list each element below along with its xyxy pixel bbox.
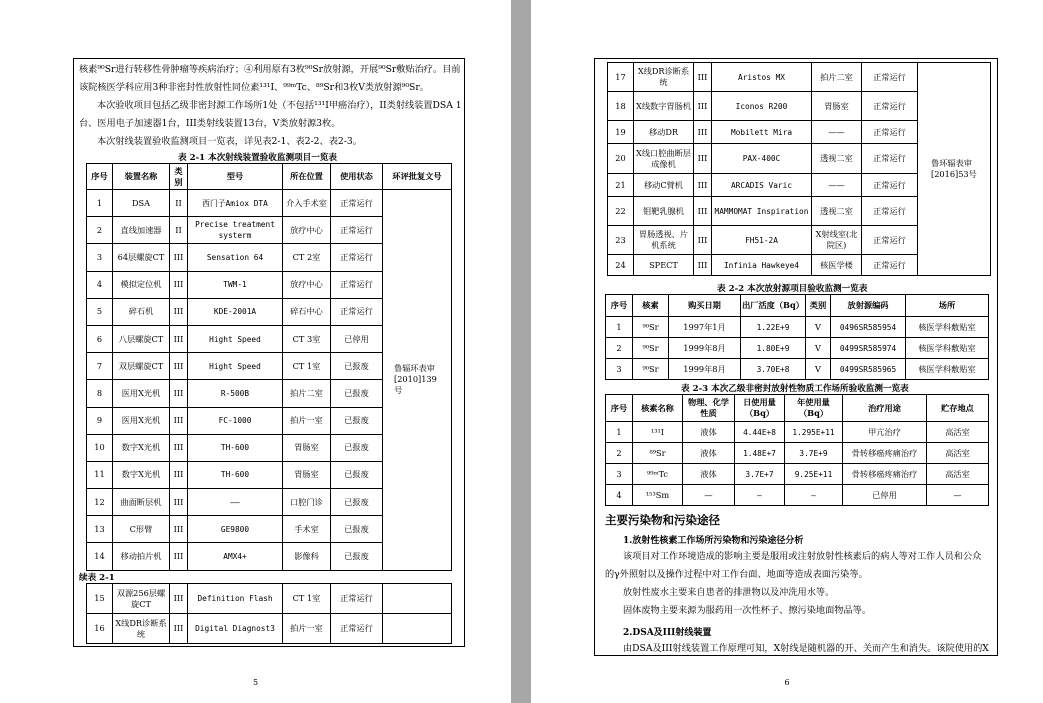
table-2-1-continued-rows xyxy=(607,62,991,276)
cell-nuclide: ⁸⁹Sr xyxy=(633,443,683,464)
cell-location: 影像科 xyxy=(283,543,331,570)
table-row xyxy=(606,464,989,485)
cell-class: III xyxy=(170,516,188,543)
cell-status: 已报废 xyxy=(331,516,383,543)
intro-line-3: 本次验收项目包括乙级非密封源工作场所1处（不包括¹³¹I甲癌治疗），II类射线装置DSA 1 xyxy=(97,100,462,111)
cell-activity: 1.22E+9 xyxy=(741,317,806,338)
cell-properties: 液体 xyxy=(683,422,735,443)
cell-device-name: SPECT xyxy=(634,255,694,276)
table-row xyxy=(606,443,989,464)
cell-storage: — xyxy=(927,485,989,506)
section-title: 主要污染物和污染途径 xyxy=(605,513,720,527)
cell-no: 8 xyxy=(87,380,113,407)
cell-model: KDE-2001A xyxy=(188,298,283,325)
table-2-1 xyxy=(86,163,452,571)
cell-class: III xyxy=(694,63,712,92)
header-activity: 出厂活度（Bq） xyxy=(741,295,806,317)
cell-device-name: 胃肠透视、片机系统 xyxy=(634,226,694,255)
cell-model: Sensation 64 xyxy=(188,244,283,271)
cell-class: III xyxy=(694,197,712,226)
cell-model: —— xyxy=(188,489,283,516)
subsection-1-line-4: 固体废物主要来源为服药用一次性杯子、擦污染地面物品等。 xyxy=(623,605,872,616)
cell-class: III xyxy=(694,255,712,276)
cell-location: 放疗中心 xyxy=(283,217,331,244)
cell-code: 0499SR585974 xyxy=(831,338,906,359)
cell-model: ARCADIS Varic xyxy=(712,174,812,197)
cell-no: 3 xyxy=(606,464,633,485)
cell-class: III xyxy=(170,407,188,434)
header-status: 使用状态 xyxy=(331,164,383,190)
cell-model: AMX4+ xyxy=(188,543,283,570)
cell-properties: 液体 xyxy=(683,464,735,485)
header-nuclide: 核素名称 xyxy=(633,395,683,422)
cell-approval xyxy=(918,63,991,276)
cell-nuclide: ¹³¹I xyxy=(633,422,683,443)
header-model: 型号 xyxy=(188,164,283,190)
cell-status: 正常运行 xyxy=(862,197,918,226)
cell-device-name: 双源256层螺旋CT xyxy=(113,584,170,614)
cell-model: Hight Speed xyxy=(188,325,283,352)
subsection-2-title: 2.DSA及III射线装置 xyxy=(623,628,712,638)
table-2-2-caption: 表 2-2 本次放射源项目验收监测一览表 xyxy=(717,284,868,294)
cell-status: 正常运行 xyxy=(331,244,383,271)
cell-no: 24 xyxy=(608,255,634,276)
cell-no: 1 xyxy=(606,317,633,338)
cell-daily-usage: — xyxy=(735,485,785,506)
cell-model: MAMMOMAT Inspiration xyxy=(712,197,812,226)
page-number: 6 xyxy=(784,678,790,687)
cell-status: 正常运行 xyxy=(862,92,918,121)
cell-location: 拍片一室 xyxy=(283,407,331,434)
cell-no: 15 xyxy=(87,584,113,614)
cell-daily-usage: 4.44E+8 xyxy=(735,422,785,443)
cell-yearly-usage: 3.7E+9 xyxy=(785,443,843,464)
cell-location: 介入手术室 xyxy=(283,190,331,217)
cell-no: 11 xyxy=(87,461,113,488)
header-location: 所在位置 xyxy=(283,164,331,190)
cell-location: 拍片一室 xyxy=(283,614,331,644)
cell-model: Iconos R200 xyxy=(712,92,812,121)
cell-device-name: X线DR诊断系统 xyxy=(113,614,170,644)
table-row xyxy=(87,584,452,614)
cell-model: Precise treatment systerm xyxy=(188,217,283,244)
cell-no: 20 xyxy=(608,144,634,174)
cell-no: 1 xyxy=(87,190,113,217)
cell-class: III xyxy=(170,325,188,352)
cell-yearly-usage: 9.25E+11 xyxy=(785,464,843,485)
cell-model: Aristos MX xyxy=(712,63,812,92)
table-row xyxy=(87,190,452,217)
document-page-right xyxy=(531,0,1043,703)
cell-device-name: 双层螺旋CT xyxy=(113,353,170,380)
table-2-1-continued xyxy=(86,583,452,644)
cell-properties: 液体 xyxy=(683,443,735,464)
cell-status: 正常运行 xyxy=(331,190,383,217)
cell-device-name: C形臂 xyxy=(113,516,170,543)
cell-no: 3 xyxy=(606,359,633,380)
cell-approval xyxy=(383,584,452,614)
cell-device-name: 数字X光机 xyxy=(113,434,170,461)
header-nuclide: 核素 xyxy=(633,295,669,317)
cell-storage: 高活室 xyxy=(927,464,989,485)
cell-no: 4 xyxy=(606,485,633,506)
header-class: 类别 xyxy=(806,295,831,317)
cell-properties: — xyxy=(683,485,735,506)
cell-nuclide: ⁹⁰Sr xyxy=(633,317,669,338)
cell-location: 口腔门诊 xyxy=(283,489,331,516)
cell-class: III xyxy=(170,584,188,614)
cell-device-name: 医用X光机 xyxy=(113,380,170,407)
cell-no: 10 xyxy=(87,434,113,461)
cell-model: R-500B xyxy=(188,380,283,407)
table-row xyxy=(606,317,989,338)
cell-location: —— xyxy=(812,121,862,144)
header-date: 购买日期 xyxy=(669,295,741,317)
cell-status: 正常运行 xyxy=(331,614,383,644)
cell-date: 1999年8月 xyxy=(669,359,741,380)
cell-device-name: 移动DR xyxy=(634,121,694,144)
cell-class: II xyxy=(170,190,188,217)
cell-place: 核医学科敷贴室 xyxy=(906,317,989,338)
cell-status: 正常运行 xyxy=(862,255,918,276)
cell-location: X射线室(北院区) xyxy=(812,226,862,255)
cell-device-name: 碎石机 xyxy=(113,298,170,325)
intro-line-5: 本次射线装置验收监测项目一览表，详见表2-1、表2-2、表2-3。 xyxy=(97,136,362,147)
intro-line-2: 该院核医学科应用3种非密封性放射性同位素¹³¹I、⁹⁹ᵐTc、⁸⁹Sr和3枚V类放射源⁹⁰Sr。 xyxy=(79,82,429,93)
header-storage: 贮存地点 xyxy=(927,395,989,422)
cell-device-name: X线口腔曲断层成像机 xyxy=(634,144,694,174)
cell-daily-usage: 1.48E+7 xyxy=(735,443,785,464)
cell-no: 18 xyxy=(608,92,634,121)
cell-place: 核医学科敷贴室 xyxy=(906,338,989,359)
cell-location: 拍片二室 xyxy=(283,380,331,407)
cell-no: 2 xyxy=(606,338,633,359)
cell-daily-usage: 3.7E+7 xyxy=(735,464,785,485)
cell-nuclide: ⁹⁰Sr xyxy=(633,359,669,380)
cell-device-name: X线DR诊断系统 xyxy=(634,63,694,92)
cell-class: III xyxy=(170,489,188,516)
cell-model: TH-600 xyxy=(188,461,283,488)
header-use: 治疗用途 xyxy=(843,395,927,422)
cell-class: III xyxy=(170,461,188,488)
header-class: 类别 xyxy=(170,164,188,190)
cell-model: Infinia Hawkeye4 xyxy=(712,255,812,276)
cell-device-name: 64层螺旋CT xyxy=(113,244,170,271)
cell-date: 1999年8月 xyxy=(669,338,741,359)
subsection-1-line-3: 放射性废水主要来自患者的排泄物以及冲洗用水等。 xyxy=(623,587,835,598)
cell-location: CT 2室 xyxy=(283,244,331,271)
cell-device-name: 直线加速器 xyxy=(113,217,170,244)
cell-nuclide: ⁹⁹ᵐTc xyxy=(633,464,683,485)
cell-device-name: 医用X光机 xyxy=(113,407,170,434)
cell-date: 1997年1月 xyxy=(669,317,741,338)
cell-device-name: 移动C臂机 xyxy=(634,174,694,197)
cell-no: 2 xyxy=(606,443,633,464)
subsection-1-line-1: 该项目对工作环境造成的影响主要是服用或注射放射性核素后的病人等对工作人员和公众 xyxy=(623,551,982,562)
header-name: 装置名称 xyxy=(113,164,170,190)
cell-status: 已报废 xyxy=(331,543,383,570)
cell-class: III xyxy=(170,353,188,380)
intro-line-4: 台、医用电子加速器1台，III类射线装置13台，V类放射源3枚。 xyxy=(79,118,341,129)
cell-use: 骨转移癌疼痛治疗 xyxy=(843,443,927,464)
cell-class: V xyxy=(806,317,831,338)
cell-device-name: 八层螺旋CT xyxy=(113,325,170,352)
cell-location: CT 1室 xyxy=(283,353,331,380)
cell-no: 2 xyxy=(87,217,113,244)
cell-no: 16 xyxy=(87,614,113,644)
cell-status: 已停用 xyxy=(331,325,383,352)
cell-place: 核医学科敷贴室 xyxy=(906,359,989,380)
cell-class: III xyxy=(694,92,712,121)
table-header-row xyxy=(87,164,452,190)
cell-no: 23 xyxy=(608,226,634,255)
cell-model: Digital Diagnost3 xyxy=(188,614,283,644)
cell-device-name: X线数字胃肠机 xyxy=(634,92,694,121)
cell-yearly-usage: — xyxy=(785,485,843,506)
cell-use: 骨转移癌疼痛治疗 xyxy=(843,464,927,485)
cell-code: 0496SR585954 xyxy=(831,317,906,338)
cell-class: III xyxy=(170,271,188,298)
cell-model: PAX-400C xyxy=(712,144,812,174)
cell-status: 已报废 xyxy=(331,434,383,461)
cell-code: 0499SR585965 xyxy=(831,359,906,380)
cell-model: Hight Speed xyxy=(188,353,283,380)
cell-status: 已报废 xyxy=(331,461,383,488)
cell-location: 手术室 xyxy=(283,516,331,543)
cell-use: 甲亢治疗 xyxy=(843,422,927,443)
cell-location: —— xyxy=(812,174,862,197)
header-yearly-usage: 年使用量（Bq） xyxy=(785,395,843,422)
cell-location: 放疗中心 xyxy=(283,271,331,298)
table-header-row xyxy=(606,395,989,422)
cell-class: III xyxy=(694,174,712,197)
cell-class: III xyxy=(170,244,188,271)
cell-device-name: 数字X光机 xyxy=(113,461,170,488)
cell-status: 已报废 xyxy=(331,489,383,516)
cell-nuclide: ⁹⁰Sr xyxy=(633,338,669,359)
cell-model: 西门子Amiox DTA xyxy=(188,190,283,217)
table-2-3 xyxy=(605,394,989,506)
cell-class: II xyxy=(170,217,188,244)
header-no: 序号 xyxy=(606,295,633,317)
cell-status: 正常运行 xyxy=(331,298,383,325)
table-row xyxy=(606,338,989,359)
header-code: 放射源编码 xyxy=(831,295,906,317)
cell-model: GE9800 xyxy=(188,516,283,543)
cell-class: III xyxy=(170,543,188,570)
table-row xyxy=(606,359,989,380)
document-page-left xyxy=(0,0,511,703)
table-2-2 xyxy=(605,294,989,380)
cell-no: 1 xyxy=(606,422,633,443)
cell-approval xyxy=(383,190,452,571)
header-daily-usage: 日使用量（Bq） xyxy=(735,395,785,422)
page-number: 5 xyxy=(252,678,259,687)
continued-table-label: 续表 2-1 xyxy=(79,573,115,583)
cell-location: 透视二室 xyxy=(812,197,862,226)
cell-location: 碎石中心 xyxy=(283,298,331,325)
cell-nuclide: ¹⁵³Sm xyxy=(633,485,683,506)
table-2-3-caption: 表 2-3 本次乙级非密封放射性物质工作场所验收监测一览表 xyxy=(681,384,909,394)
approval-text: 鲁环辐表审[2016]53号 xyxy=(931,158,977,179)
cell-status: 已报废 xyxy=(331,380,383,407)
table-row xyxy=(606,485,989,506)
header-place: 场所 xyxy=(906,295,989,317)
cell-location: 透视二室 xyxy=(812,144,862,174)
header-no: 序号 xyxy=(606,395,633,422)
cell-status: 正常运行 xyxy=(862,174,918,197)
subsection-1-line-2: 的γ外照射以及操作过程中对工作台面、地面等造成表面污染等。 xyxy=(605,569,868,580)
cell-model: Definition Flash xyxy=(188,584,283,614)
subsection-1-title: 1.放射性核素工作场所污染物和污染途径分析 xyxy=(623,536,804,546)
cell-approval xyxy=(383,614,452,644)
table-header-row xyxy=(606,295,989,317)
cell-activity: 1.80E+9 xyxy=(741,338,806,359)
cell-device-name: DSA xyxy=(113,190,170,217)
cell-yearly-usage: 1.295E+11 xyxy=(785,422,843,443)
header-properties: 物理、化学性质 xyxy=(683,395,735,422)
cell-class: V xyxy=(806,338,831,359)
cell-model: FC-1000 xyxy=(188,407,283,434)
table-row xyxy=(87,614,452,644)
cell-no: 9 xyxy=(87,407,113,434)
cell-model: Mobilett Mira xyxy=(712,121,812,144)
cell-location: 胃肠室 xyxy=(283,434,331,461)
cell-no: 13 xyxy=(87,516,113,543)
cell-status: 正常运行 xyxy=(862,63,918,92)
cell-class: III xyxy=(170,434,188,461)
cell-model: FH51-2A xyxy=(712,226,812,255)
cell-class: III xyxy=(694,121,712,144)
cell-location: 拍片二室 xyxy=(812,63,862,92)
cell-class: III xyxy=(170,298,188,325)
cell-no: 6 xyxy=(87,325,113,352)
cell-status: 正常运行 xyxy=(331,271,383,298)
cell-no: 5 xyxy=(87,298,113,325)
intro-line-1: 核素⁹⁰Sr进行转移性骨肿瘤等疾病治疗；④利用原有3枚⁹⁰Sr放射源，开展⁹⁰Sr敷贴治疗。目前 xyxy=(79,64,461,75)
cell-activity: 3.70E+8 xyxy=(741,359,806,380)
cell-class: V xyxy=(806,359,831,380)
cell-status: 正常运行 xyxy=(862,121,918,144)
header-no: 序号 xyxy=(87,164,113,190)
cell-no: 14 xyxy=(87,543,113,570)
cell-no: 3 xyxy=(87,244,113,271)
cell-model: TWM-1 xyxy=(188,271,283,298)
cell-no: 21 xyxy=(608,174,634,197)
cell-status: 已报废 xyxy=(331,407,383,434)
header-approval: 环评批复文号 xyxy=(383,164,452,190)
cell-no: 17 xyxy=(608,63,634,92)
cell-class: III xyxy=(170,380,188,407)
cell-location: 胃肠室 xyxy=(283,461,331,488)
cell-no: 22 xyxy=(608,197,634,226)
approval-text: 鲁辐环表审[2010]139号 xyxy=(394,363,437,396)
table-row xyxy=(606,422,989,443)
table-row xyxy=(608,63,991,92)
cell-location: 核医学楼 xyxy=(812,255,862,276)
cell-status: 已报废 xyxy=(331,353,383,380)
cell-location: CT 1室 xyxy=(283,584,331,614)
cell-device-name: 移动拍片机 xyxy=(113,543,170,570)
cell-model: TH-600 xyxy=(188,434,283,461)
cell-class: III xyxy=(170,614,188,644)
cell-location: CT 3室 xyxy=(283,325,331,352)
cell-device-name: 模拟定位机 xyxy=(113,271,170,298)
cell-no: 7 xyxy=(87,353,113,380)
cell-class: III xyxy=(694,226,712,255)
subsection-2-line-1: 由DSA及III射线装置工作原理可知，X射线是随机器的开、关而产生和消失。该院使用的X xyxy=(623,643,989,654)
cell-location: 胃肠室 xyxy=(812,92,862,121)
cell-storage: 高活室 xyxy=(927,422,989,443)
cell-class: III xyxy=(694,144,712,174)
cell-device-name: 曲面断层机 xyxy=(113,489,170,516)
cell-status: 正常运行 xyxy=(331,217,383,244)
cell-status: 正常运行 xyxy=(862,144,918,174)
cell-use: 已停用 xyxy=(843,485,927,506)
table-2-1-caption: 表 2-1 本次射线装置验收监测项目一览表 xyxy=(178,153,338,163)
cell-status: 正常运行 xyxy=(862,226,918,255)
cell-no: 19 xyxy=(608,121,634,144)
cell-status: 正常运行 xyxy=(331,584,383,614)
cell-device-name: 钼靶乳腺机 xyxy=(634,197,694,226)
cell-storage: 高活室 xyxy=(927,443,989,464)
cell-no: 4 xyxy=(87,271,113,298)
cell-no: 12 xyxy=(87,489,113,516)
